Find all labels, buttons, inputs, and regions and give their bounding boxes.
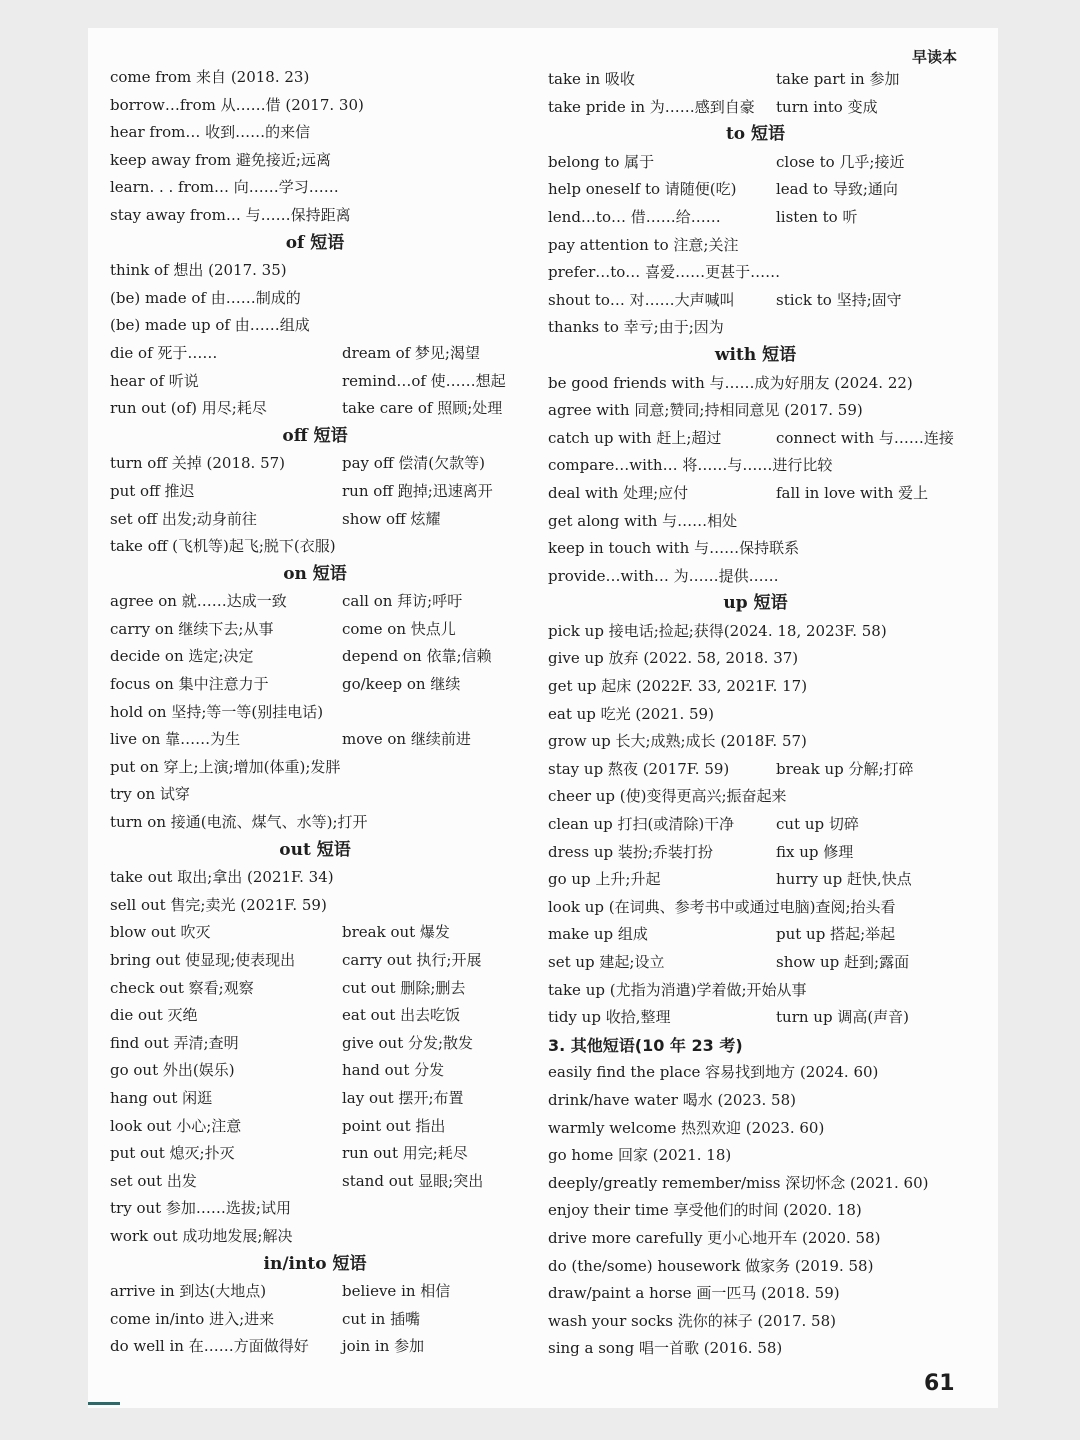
with-heading: with 短语 [714, 344, 797, 365]
in-into-list [110, 1278, 520, 1361]
phrase-entry: take pride in 为……感到自豪 [548, 97, 755, 116]
phrase-entry: lend…to… 借……给…… [548, 207, 721, 226]
phrase-row [548, 701, 963, 729]
phrase-entry: set out 出发 [110, 1171, 197, 1190]
phrase-entry-second: show off 炫耀 [342, 509, 441, 528]
phrase-row [548, 728, 963, 756]
of-heading: of 短语 [285, 232, 345, 253]
phrase-row [110, 975, 520, 1003]
phrase-entry-second: believe in 相信 [342, 1282, 451, 1301]
phrase-row [548, 204, 963, 232]
phrase-entry: go home 回家 (2021. 18) [548, 1146, 732, 1165]
phrase-entry: try on 试穿 [110, 785, 190, 804]
phrase-entry-second: stand out 显眼;突出 [342, 1171, 484, 1190]
phrase-row [548, 452, 963, 480]
phrase-row [548, 645, 963, 673]
phrase-entry: give up 放弃 (2022. 58, 2018. 37) [548, 649, 799, 668]
phrase-entry: warmly welcome 热烈欢迎 (2023. 60) [548, 1118, 825, 1137]
in-list-continued [548, 66, 963, 121]
phrase-entry-second: depend on 依靠;信赖 [342, 647, 492, 666]
phrase-row [548, 1308, 963, 1336]
phrase-row [548, 866, 963, 894]
phrase-row [548, 508, 963, 536]
phrase-row [548, 894, 963, 922]
phrase-entry: go out 外出(娱乐) [110, 1061, 235, 1080]
phrase-entry: clean up 打扫(或清除)干净 [548, 815, 735, 834]
phrase-entry-second: break out 爆发 [342, 923, 450, 942]
phrase-row [110, 1195, 520, 1223]
phrase-entry: take off (飞机等)起飞;脱下(衣服) [110, 537, 336, 556]
phrase-row [110, 781, 520, 809]
phrase-row [110, 202, 520, 230]
phrase-entry-second: call on 拜访;呼吁 [342, 592, 463, 611]
header-tag: 早读本 [912, 48, 958, 66]
phrase-row [548, 94, 963, 122]
phrase-entry: prefer…to… 喜爱……更甚于…… [548, 263, 781, 282]
phrase-entry: die out 灭绝 [110, 1006, 198, 1025]
phrase-entry: go up 上升;升起 [548, 870, 661, 889]
phrase-entry-second: put up 搭起;举起 [776, 925, 896, 944]
phrase-entry: drink/have water 喝水 (2023. 58) [548, 1090, 796, 1109]
phrase-entry: easily find the place 容易找到地方 (2024. 60) [548, 1063, 879, 1082]
phrase-entry: focus on 集中注意力于 [110, 675, 269, 694]
phrase-entry: sing a song 唱一首歌 (2016. 58) [548, 1339, 783, 1358]
phrase-entry: get up 起床 (2022F. 33, 2021F. 17) [548, 677, 808, 696]
phrase-entry: wash your socks 洗你的袜子 (2017. 58) [548, 1311, 836, 1330]
phrase-entry: be good friends with 与……成为好朋友 (2024. 22) [548, 373, 913, 392]
with-list [548, 370, 963, 591]
right-column [548, 66, 963, 1363]
phrase-row [548, 149, 963, 177]
phrase-entry: take in 吸收 [548, 70, 635, 88]
phrase-entry: turn on 接通(电流、煤气、水等);打开 [110, 813, 368, 832]
page-number: 61 [924, 1371, 955, 1396]
phrase-row [548, 949, 963, 977]
phrase-row [110, 1223, 520, 1251]
phrase-entry: tidy up 收拾,整理 [548, 1008, 671, 1027]
phrase-entry-second: break up 分解;打碎 [776, 759, 914, 778]
phrase-entry: get along with 与……相处 [548, 511, 738, 530]
phrase-entry-second: cut up 切碎 [776, 815, 859, 834]
bottom-edge-mark [88, 1402, 120, 1405]
phrase-row [548, 673, 963, 701]
phrase-entry: find out 弄清;查明 [110, 1033, 239, 1052]
phrase-entry: hear from… 收到……的来信 [110, 123, 311, 142]
phrase-entry: dress up 装扮;乔装打扮 [548, 842, 713, 861]
phrase-row [110, 92, 520, 120]
phrase-entry: sell out 售完;卖光 (2021F. 59) [110, 895, 327, 914]
phrase-row [110, 1306, 520, 1334]
phrase-row [548, 811, 963, 839]
phrase-row [548, 232, 963, 260]
phrase-row [548, 1197, 963, 1225]
phrase-entry-second: fix up 修理 [776, 842, 854, 861]
phrase-entry-second: connect with 与……连接 [776, 428, 954, 447]
phrase-row [548, 1059, 963, 1087]
phrase-row [548, 1142, 963, 1170]
phrase-row [110, 1278, 520, 1306]
phrase-entry: work out 成功地发展;解决 [110, 1226, 293, 1245]
phrase-row [548, 1280, 963, 1308]
phrase-row [110, 1113, 520, 1141]
phrase-row [110, 947, 520, 975]
phrase-row [548, 921, 963, 949]
phrase-entry: eat up 吃光 (2021. 59) [548, 704, 714, 723]
in-into-heading: in/into 短语 [263, 1253, 367, 1274]
phrase-row [548, 618, 963, 646]
to-heading: to 短语 [725, 124, 786, 145]
phrase-entry-second: cut in 插嘴 [342, 1309, 421, 1328]
phrase-entry: look out 小心;注意 [110, 1116, 242, 1135]
phrase-row [110, 533, 520, 561]
phrase-row [110, 1168, 520, 1196]
phrase-row [110, 864, 520, 892]
other-list [548, 1059, 963, 1363]
phrase-entry-second: join in 参加 [342, 1337, 425, 1356]
phrase-entry-second: stick to 坚持;固守 [776, 290, 902, 309]
phrase-row [548, 66, 963, 94]
phrase-entry: look up (在词典、参考书中或通过电脑)查阅;抬头看 [548, 897, 896, 916]
phrase-entry-second: eat out 出去吃饭 [342, 1006, 461, 1025]
phrase-entry-second: come on 快点儿 [342, 619, 456, 638]
phrase-row [110, 726, 520, 754]
phrase-entry-second: hurry up 赶快,快点 [776, 870, 912, 889]
phrase-entry: drive more carefully 更小心地开车 (2020. 58) [548, 1228, 881, 1247]
phrase-entry-second: give out 分发;散发 [342, 1033, 474, 1052]
phrase-entry: stay away from… 与……保持距离 [110, 205, 351, 224]
phrase-row [110, 478, 520, 506]
phrase-row [110, 1057, 520, 1085]
phrase-entry: deal with 处理;应付 [548, 483, 689, 502]
phrase-entry: agree on 就……达成一致 [110, 592, 287, 611]
phrase-row [110, 312, 520, 340]
phrase-entry-second: hand out 分发 [342, 1061, 445, 1080]
phrase-entry: agree with 同意;赞同;持相同意见 (2017. 59) [548, 401, 863, 420]
phrase-entry: belong to 属于 [548, 152, 655, 171]
phrase-row [110, 450, 520, 478]
phrase-entry: borrow…from 从……借 (2017. 30) [110, 95, 364, 114]
phrase-entry: turn off 关掉 (2018. 57) [110, 454, 286, 473]
phrase-entry: put off 推迟 [110, 481, 195, 500]
phrase-entry: catch up with 赶上;超过 [548, 428, 722, 447]
phrase-row [110, 119, 520, 147]
phrase-entry-second: show up 赶到;露面 [776, 953, 910, 971]
phrase-row [110, 919, 520, 947]
phrase-row [548, 1170, 963, 1198]
out-heading: out 短语 [279, 839, 351, 860]
phrase-row [548, 480, 963, 508]
phrase-row [110, 643, 520, 671]
other-phrases-heading: 3. 其他短语(10 年 23 考) [548, 1035, 743, 1055]
phrase-entry: deeply/greatly remember/miss 深切怀念 (2021. 60) [548, 1173, 929, 1192]
phrase-entry-second: pay off 偿清(欠款等) [342, 454, 485, 473]
to-list [548, 149, 963, 342]
phrase-entry: thanks to 幸亏;由于;因为 [548, 318, 724, 337]
phrase-row [110, 699, 520, 727]
phrase-entry: help oneself to 请随便(吃) [548, 180, 737, 199]
phrase-row [110, 506, 520, 534]
phrase-row [548, 1225, 963, 1253]
phrase-entry: run out (of) 用尽;耗尽 [110, 399, 267, 418]
phrase-row [110, 1002, 520, 1030]
phrase-entry: bring out 使显现;使表现出 [110, 951, 296, 969]
phrase-entry: carry on 继续下去;从事 [110, 619, 274, 638]
phrase-entry: do (the/some) housework 做家务 (2019. 58) [548, 1256, 874, 1275]
phrase-entry: put on 穿上;上演;增加(体重);发胖 [110, 757, 341, 776]
phrase-entry-second: run out 用完;耗尽 [342, 1144, 468, 1163]
up-list [548, 618, 963, 1032]
phrase-entry: arrive in 到达(大地点) [110, 1282, 267, 1301]
phrase-entry: set off 出发;动身前往 [110, 509, 257, 528]
phrase-entry: shout to… 对……大声喊叫 [548, 290, 735, 309]
phrase-row [548, 1087, 963, 1115]
phrase-row [110, 1333, 520, 1361]
phrase-entry-second: dream of 梦见;渴望 [342, 343, 480, 362]
phrase-row [110, 340, 520, 368]
phrase-entry-second: take part in 参加 [776, 70, 900, 88]
phrase-row [110, 395, 520, 423]
phrase-entry: decide on 选定;决定 [110, 647, 254, 666]
phrase-row [548, 839, 963, 867]
phrase-entry: put out 熄灭;扑灭 [110, 1144, 235, 1163]
phrase-entry: keep away from 避免接近;远离 [110, 150, 331, 169]
phrase-entry: hold on 坚持;等一等(别挂电话) [110, 702, 324, 721]
phrase-entry: pick up 接电话;捡起;获得(2024. 18, 2023F. 58) [548, 621, 887, 640]
phrase-entry: come in/into 进入;进来 [110, 1309, 275, 1328]
off-list [110, 450, 520, 560]
phrase-row [548, 1004, 963, 1032]
phrase-entry: keep in touch with 与……保持联系 [548, 539, 800, 558]
phrase-row [110, 257, 520, 285]
phrase-entry-second: listen to 听 [776, 207, 858, 226]
phrase-entry: check out 察看;观察 [110, 978, 254, 997]
phrase-row [110, 368, 520, 396]
on-list [110, 588, 520, 836]
phrase-entry: (be) made of 由……制成的 [110, 288, 301, 307]
phrase-entry: take up (尤指为消遣)学着做;开始从事 [548, 980, 807, 999]
phrase-row [110, 174, 520, 202]
phrase-entry: enjoy their time 享受他们的时间 (2020. 18) [548, 1201, 862, 1220]
phrase-row [110, 588, 520, 616]
phrase-entry: cheer up (使)变得更高兴;振奋起来 [548, 787, 787, 806]
phrase-row [548, 563, 963, 591]
phrase-row [548, 783, 963, 811]
phrase-row [110, 892, 520, 920]
phrase-row [548, 425, 963, 453]
phrase-entry: think of 想出 (2017. 35) [110, 261, 287, 280]
phrase-entry: compare…with… 将……与……进行比较 [548, 456, 833, 475]
phrase-entry-second: run off 跑掉;迅速离开 [342, 481, 493, 500]
phrase-row [110, 1140, 520, 1168]
phrase-entry: stay up 熬夜 (2017F. 59) [548, 759, 730, 778]
phrase-row [548, 1335, 963, 1363]
phrase-row [110, 147, 520, 175]
phrase-row [548, 535, 963, 563]
phrase-entry-second: lay out 摆开;布置 [342, 1088, 464, 1107]
phrase-row [548, 1115, 963, 1143]
phrase-entry-second: close to 几乎;接近 [776, 152, 905, 171]
phrase-entry-second: point out 指出 [342, 1116, 446, 1135]
phrase-entry: hear of 听说 [110, 371, 199, 390]
phrase-row [110, 285, 520, 313]
phrase-row [548, 287, 963, 315]
phrase-entry: blow out 吹灭 [110, 923, 211, 942]
out-list [110, 864, 520, 1250]
phrase-row [110, 1030, 520, 1058]
of-list [110, 257, 520, 423]
phrase-row [110, 1085, 520, 1113]
phrase-row [548, 397, 963, 425]
phrase-row [548, 1253, 963, 1281]
phrase-entry: learn. . . from… 向……学习…… [110, 178, 339, 197]
phrase-entry-second: cut out 删除;删去 [342, 978, 466, 997]
on-heading: on 短语 [283, 563, 347, 584]
phrase-entry-second: lead to 导致;通向 [776, 180, 898, 199]
phrase-entry: set up 建起;设立 [548, 953, 665, 971]
phrase-row [548, 370, 963, 398]
phrase-entry-second: turn into 变成 [776, 97, 878, 116]
phrase-entry: try out 参加……选拔;试用 [110, 1199, 291, 1218]
phrase-entry: take out 取出;拿出 (2021F. 34) [110, 868, 334, 887]
phrase-row [110, 616, 520, 644]
phrase-entry-second: go/keep on 继续 [342, 675, 461, 694]
phrase-entry: (be) made up of 由……组成 [110, 316, 310, 335]
phrase-entry: provide…with… 为……提供…… [548, 566, 779, 585]
phrase-entry: pay attention to 注意;关注 [548, 235, 739, 254]
phrase-entry: do well in 在……方面做得好 [110, 1337, 309, 1356]
phrase-entry: live on 靠……为生 [110, 730, 241, 749]
phrase-entry-second: move on 继续前进 [342, 730, 471, 749]
left-column [110, 64, 520, 1361]
phrase-row [548, 756, 963, 784]
phrase-row [110, 754, 520, 782]
off-heading: off 短语 [282, 425, 348, 446]
from-list [110, 64, 520, 230]
phrase-row [548, 977, 963, 1005]
phrase-row [548, 314, 963, 342]
phrase-entry: draw/paint a horse 画一匹马 (2018. 59) [548, 1284, 840, 1303]
phrase-row [110, 64, 520, 92]
phrase-row [110, 809, 520, 837]
phrase-entry: come from 来自 (2018. 23) [110, 68, 310, 86]
phrase-row [548, 176, 963, 204]
phrase-entry-second: fall in love with 爱上 [776, 483, 929, 502]
phrase-entry: hang out 闲逛 [110, 1088, 213, 1107]
phrase-entry-second: remind…of 使……想起 [342, 371, 506, 390]
phrase-entry-second: take care of 照顾;处理 [342, 399, 503, 418]
phrase-entry-second: carry out 执行;开展 [342, 951, 482, 969]
phrase-row [548, 259, 963, 287]
up-heading: up 短语 [723, 593, 788, 614]
phrase-entry: make up 组成 [548, 925, 648, 944]
phrase-entry: grow up 长大;成熟;成长 (2018F. 57) [548, 732, 807, 751]
phrase-row [110, 671, 520, 699]
phrase-entry: die of 死于…… [110, 343, 218, 362]
phrase-entry-second: turn up 调高(声音) [776, 1008, 910, 1027]
